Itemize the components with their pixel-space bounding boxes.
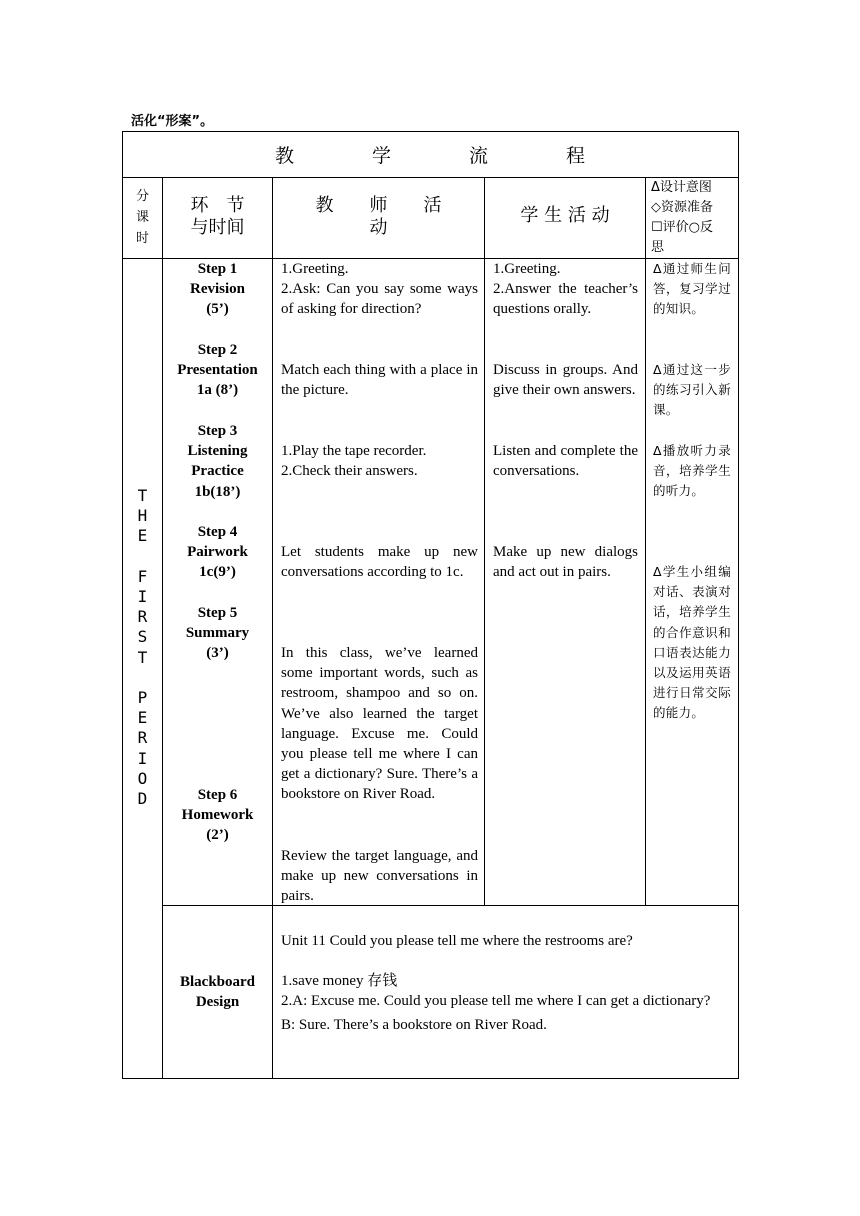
step-line: 1b(18’) <box>194 483 241 500</box>
period-label-letter: E <box>137 708 148 728</box>
step-line: Step 4 <box>197 524 238 540</box>
student-text: 2.Answer the teacher’s questions orally. <box>493 281 638 318</box>
period-label-letter: P <box>137 688 148 708</box>
step-line: (3’) <box>206 645 229 662</box>
design-note-4 <box>653 562 731 724</box>
header-period <box>123 186 162 249</box>
header-design-line: ☐评价○反 <box>651 220 713 235</box>
table-divider-col2 <box>272 177 273 1079</box>
table-divider-col3 <box>484 177 485 906</box>
teacher-text: 1.Play the tape recorder. <box>281 443 427 459</box>
table-border-bottom <box>122 1078 739 1079</box>
title-char: 程 <box>566 144 586 167</box>
header-teacher-activity <box>273 195 484 239</box>
design-note-2 <box>653 360 731 421</box>
blackboard-content <box>281 931 731 1035</box>
design-text: Δ播放听力录音，培养学生的听力。 <box>653 443 731 499</box>
step-line: Step 5 <box>197 605 238 621</box>
step-5 <box>163 603 272 664</box>
header-design-line: Δ设计意图 <box>651 180 712 195</box>
header-period-line: 课 <box>135 210 149 225</box>
header-design-line: ◇资源准备 <box>651 200 713 215</box>
header-design-line: 思 <box>651 240 665 255</box>
period-label-letter: O <box>137 768 148 788</box>
header-design-notes <box>651 178 739 258</box>
student-text: 1.Greeting. <box>493 261 561 277</box>
step-line: Step 2 <box>197 342 238 358</box>
blackboard-line: Unit 11 Could you please tell me where the restrooms are? <box>281 933 633 949</box>
header-step-line: 与时间 <box>190 217 245 238</box>
step-line: Summary <box>185 625 250 642</box>
teacher-text: 2.Check their answers. <box>281 463 418 480</box>
step-1 <box>163 259 272 320</box>
title-char: 学 <box>371 144 391 167</box>
period-label-letter: R <box>137 607 148 627</box>
step-6 <box>163 785 272 846</box>
period-label <box>123 486 162 809</box>
table-title <box>122 131 738 177</box>
period-label-letter: S <box>137 627 148 647</box>
step-line: Revision <box>189 281 245 298</box>
step-line: (2’) <box>206 827 229 844</box>
step-line: Practice <box>191 463 244 480</box>
design-note-1 <box>653 259 731 320</box>
student-activity-2 <box>493 360 638 400</box>
table-divider-col4 <box>645 177 646 906</box>
design-text: Δ通过这一步的练习引入新课。 <box>653 362 731 418</box>
table-border-right <box>738 131 739 1079</box>
period-label-letter: T <box>137 647 148 667</box>
header-step-time <box>163 195 272 239</box>
period-label-letter: I <box>137 587 148 607</box>
period-label-letter: H <box>137 506 148 526</box>
design-text: Δ通过师生问答，复习学过的知识。 <box>653 261 731 317</box>
period-label-letter <box>123 547 162 567</box>
blackboard-label-line: Blackboard <box>179 974 255 990</box>
step-line: Pairwork <box>187 544 248 561</box>
period-label-letter: I <box>137 748 148 768</box>
step-line: Step 3 <box>197 423 238 439</box>
header-student-activity: 学 生 活 动 <box>520 205 610 226</box>
step-2 <box>163 340 272 401</box>
teacher-activity-1 <box>281 259 478 320</box>
step-line: Listening <box>187 443 248 460</box>
step-3 <box>163 421 272 502</box>
step-4 <box>163 522 272 583</box>
period-label-letter: D <box>137 789 148 809</box>
header-period-line: 时 <box>135 231 149 246</box>
teacher-text: Review the target language, and make up new conversations in pairs. <box>281 848 478 905</box>
header-teacher-line: 教 师 活 <box>315 195 442 216</box>
step-line: Step 1 <box>197 261 238 277</box>
blackboard-line: B: Sure. There’s a bookstore on River Road. <box>281 1016 547 1033</box>
teacher-text: 1.Greeting. <box>281 261 349 277</box>
title-char: 教 <box>274 144 294 167</box>
student-text: Discuss in groups. And give their own answers. <box>493 362 638 399</box>
teacher-text: 2.Ask: Can you say some ways of asking for direction? <box>281 281 478 318</box>
teacher-text: Let students make up new conversations according to 1c. <box>281 544 478 581</box>
blackboard-line: 2.A: Excuse me. Could you please tell me where I can get a dictionary? <box>281 993 711 1010</box>
teacher-activity-5 <box>281 643 478 805</box>
step-line: (5’) <box>206 301 229 318</box>
teacher-activity-6 <box>281 846 478 907</box>
student-activity-1 <box>493 259 638 320</box>
teacher-text: Match each thing with a place in the picture. <box>281 362 478 399</box>
blackboard-label-line: Design <box>195 994 240 1011</box>
period-label-letter <box>123 668 162 688</box>
period-label-letter: F <box>137 566 148 586</box>
student-activity-3 <box>493 441 638 481</box>
teacher-text: In this class, we’ve learned some important words, such as restroom, shampoo and so on. We’ve also learned the target language. Excuse me. Could you please tell me where I can get a dictionary? Sure. There’s a bookstore on River Road. <box>281 645 478 803</box>
teacher-activity-4 <box>281 542 478 582</box>
period-label-letter: T <box>137 486 148 505</box>
student-text: Make up new dialogs and act out in pairs. <box>493 544 638 581</box>
step-line: Homework <box>181 807 254 824</box>
teacher-activity-2 <box>281 360 478 400</box>
intro-text: 活化“形案”。 <box>131 114 214 129</box>
step-line: 1a (8’) <box>196 382 239 399</box>
design-text: Δ学生小组编对话、表演对话，培养学生的合作意识和口语表达能力以及运用英语进行日常交际的能力。 <box>653 564 731 721</box>
header-teacher-line: 动 <box>369 217 388 238</box>
step-line: Presentation <box>177 362 258 379</box>
student-text: Listen and complete the conversations. <box>493 443 638 480</box>
table-border-title-bottom <box>122 177 739 178</box>
blackboard-label <box>163 972 272 1012</box>
header-step-line: 环 节 <box>190 195 245 216</box>
period-label-letter: R <box>137 728 148 748</box>
header-period-line: 分 <box>135 189 149 204</box>
blackboard-line: 1.save money 存钱 <box>281 973 398 990</box>
step-line: 1c(9’) <box>199 564 236 581</box>
design-note-3 <box>653 441 731 502</box>
step-line: Step 6 <box>197 787 238 803</box>
title-char: 流 <box>469 144 489 167</box>
student-activity-4 <box>493 542 638 582</box>
period-label-letter: E <box>137 526 148 546</box>
teacher-activity-3 <box>281 441 478 481</box>
